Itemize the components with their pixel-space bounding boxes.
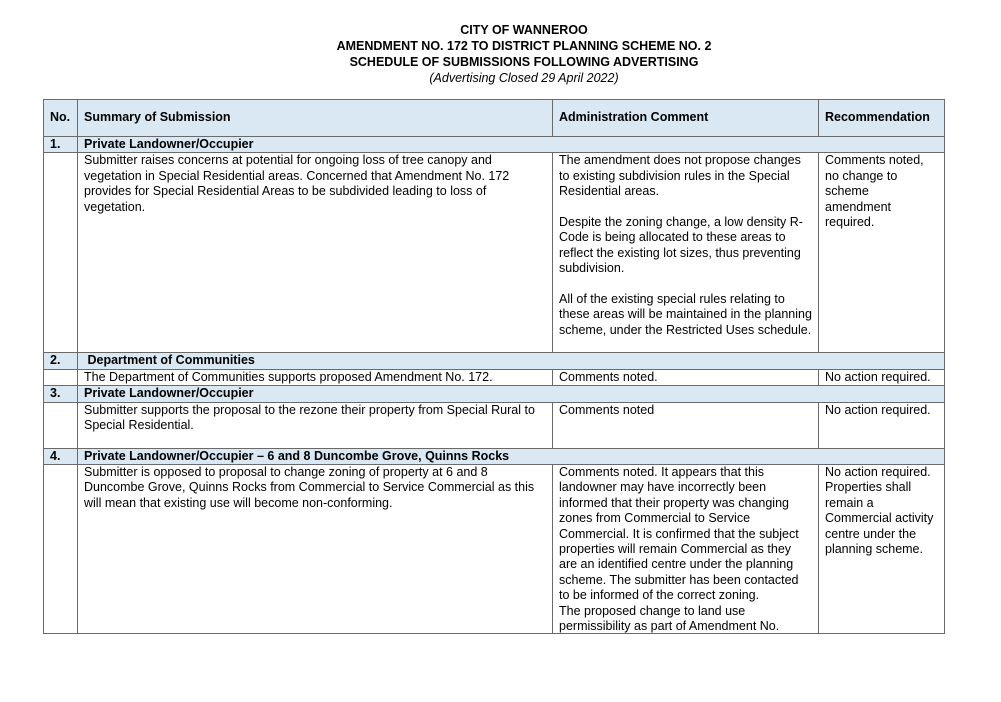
comment-cell [553,465,819,634]
column-header-summary: Summary of Submission [78,100,553,137]
submission-number: 2. [44,353,78,369]
section-row [44,353,945,369]
number-cell [44,153,78,353]
column-header-no: No. [44,100,78,137]
summary-cell: Submitter raises concerns at potential for ongoing loss of tree canopy and vegetation in Special Residential areas. Concerned that Amendment No. 172 provides for Special Residential Areas to be subdivided leading to loss of vegetation. [78,153,553,353]
column-header-recommendation: Recommendation [819,100,945,137]
comment-cell: Comments noted. [553,369,819,385]
table-row [44,369,945,385]
number-cell [44,369,78,385]
number-cell [44,402,78,448]
summary-cell: Submitter is opposed to proposal to change zoning of property at 6 and 8 Duncombe Grove, Quinns Rocks from Commercial to Service Commercial as this will mean that existing use will become non-conforming. [78,465,553,634]
submission-title: Private Landowner/Occupier [78,137,945,153]
submission-number: 4. [44,448,78,464]
table-header-row [44,100,945,137]
schedule-title: SCHEDULE OF SUBMISSIONS FOLLOWING ADVERTISING [349,55,699,69]
comment-paragraph: Despite the zoning change, a low density R-Code is being allocated to these areas to reflect the existing lot sizes, thus preventing subdivision. [559,215,803,276]
submission-number: 3. [44,386,78,402]
comment-cell: Comments noted [553,402,819,448]
comment-paragraph: The amendment does not propose changes to existing subdivision rules in the Special Residential areas. [559,153,801,199]
summary-cell: The Department of Communities supports proposed Amendment No. 172. [78,369,553,385]
amendment-title: AMENDMENT NO. 172 TO DISTRICT PLANNING SCHEME NO. 2 [336,39,712,53]
table-row [44,465,945,634]
org-title: CITY OF WANNEROO [460,23,588,37]
recommendation-cell: No action required. Properties shall remain a Commercial activity centre under the planning scheme. [819,465,945,634]
submissions-table [43,99,945,634]
comment-paragraph: Comments noted. It appears that this landowner may have incorrectly been informed that their property was changing zones from Commercial to Service Commercial. It is confirmed that the subject properties will remain Commercial as they are an identified centre under the planning scheme. The submitter has been contacted to be informed of the correct zoning. [559,465,799,603]
recommendation-cell: No action required. [819,402,945,448]
comment-cell [553,153,819,353]
number-cell [44,465,78,634]
summary-cell: Submitter supports the proposal to the rezone their property from Special Rural to Special Residential. [78,402,553,448]
section-row [44,137,945,153]
recommendation-cell: Comments noted, no change to scheme amendment required. [819,153,945,353]
submission-title-text: Department of Communities [84,353,255,368]
column-header-comment: Administration Comment [553,100,819,137]
table-row [44,153,945,353]
document-header [0,22,1001,86]
recommendation-cell: No action required. [819,369,945,385]
comment-paragraph: All of the existing special rules relating to these areas will be maintained in the planning scheme, under the Restricted Uses schedule. [559,292,812,337]
section-row [44,386,945,402]
section-row [44,448,945,464]
submission-number: 1. [44,137,78,153]
submission-title: Private Landowner/Occupier [78,386,945,402]
comment-paragraph: The proposed change to land use permissibility as part of Amendment No. [559,603,780,634]
submission-title [78,353,945,369]
table-row [44,402,945,448]
submission-title: Private Landowner/Occupier – 6 and 8 Duncombe Grove, Quinns Rocks [78,448,945,464]
advertising-note: (Advertising Closed 29 April 2022) [429,71,619,85]
